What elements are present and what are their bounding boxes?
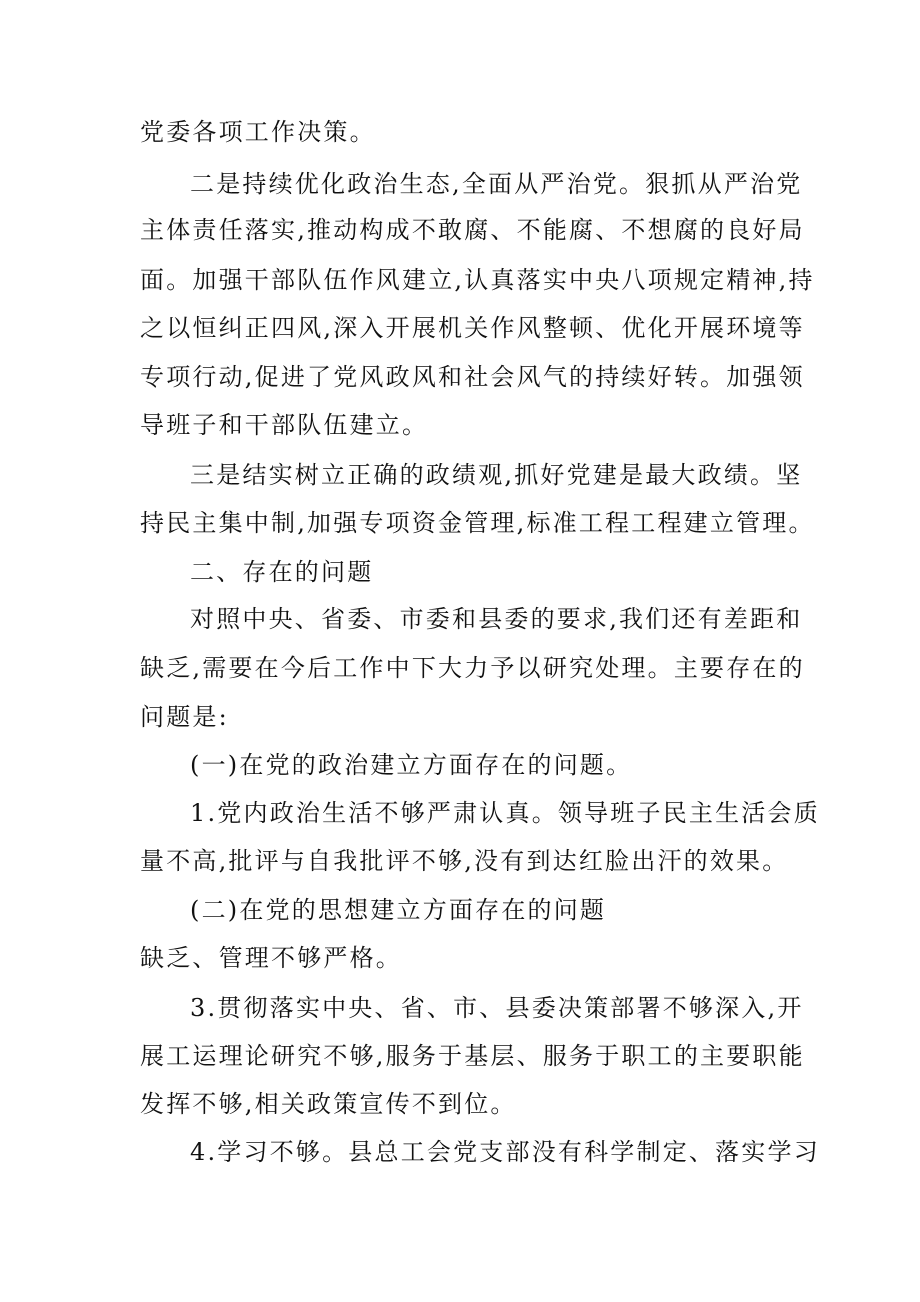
text-line: 之以恒纠正四风,深入开展机关作风整顿、优化开展环境等 xyxy=(140,314,805,342)
text-line: 量不高,批评与自我批评不够,没有到达红脸出汗的效果。 xyxy=(140,847,789,875)
text-line: 1.党内政治生活不够严肃认真。领导班子民主生活会质 xyxy=(190,799,820,827)
text-line: 三是结实树立正确的政绩观,抓好党建是最大政绩。坚 xyxy=(190,461,803,489)
text-line: 二是持续优化政治生态,全面从严治党。狠抓从严治党 xyxy=(190,170,803,198)
text-line: 发挥不够,相关政策宣传不到位。 xyxy=(140,1090,517,1118)
text-line: 展工运理论研究不够,服务于基层、服务于职工的主要职能 xyxy=(140,1042,805,1070)
subsection-heading: (一)在党的政治建立方面存在的问题。 xyxy=(190,751,633,779)
text-line: 持民主集中制,加强专项资金管理,标准工程工程建立管理。 xyxy=(140,509,815,537)
text-line: 专项行动,促进了党风政风和社会风气的持续好转。加强领 xyxy=(140,363,805,391)
text-line: 党委各项工作决策。 xyxy=(140,118,376,146)
subsection-heading: (二)在党的思想建立方面存在的问题 xyxy=(190,896,607,924)
text-line: 4.学习不够。县总工会党支部没有科学制定、落实学习 xyxy=(190,1138,820,1166)
text-line: 导班子和干部队伍建立。 xyxy=(140,411,429,439)
text-line: 面。加强干部队伍作风建立,认真落实中央八项规定精神,持 xyxy=(140,266,815,294)
text-line: 问题是: xyxy=(140,703,229,731)
text-line: 缺乏,需要在今后工作中下大力予以研究处理。主要存在的 xyxy=(140,654,805,682)
text-line: 缺乏、管理不够严格。 xyxy=(140,944,402,972)
text-line: 主体责任落实,推动构成不敢腐、不能腐、不想腐的良好局 xyxy=(140,216,805,244)
section-heading: 二、存在的问题 xyxy=(190,558,374,586)
text-line: 对照中央、省委、市委和县委的要求,我们还有差距和 xyxy=(190,605,803,633)
text-line: 3.贯彻落实中央、省、市、县委决策部署不够深入,开 xyxy=(190,994,804,1022)
